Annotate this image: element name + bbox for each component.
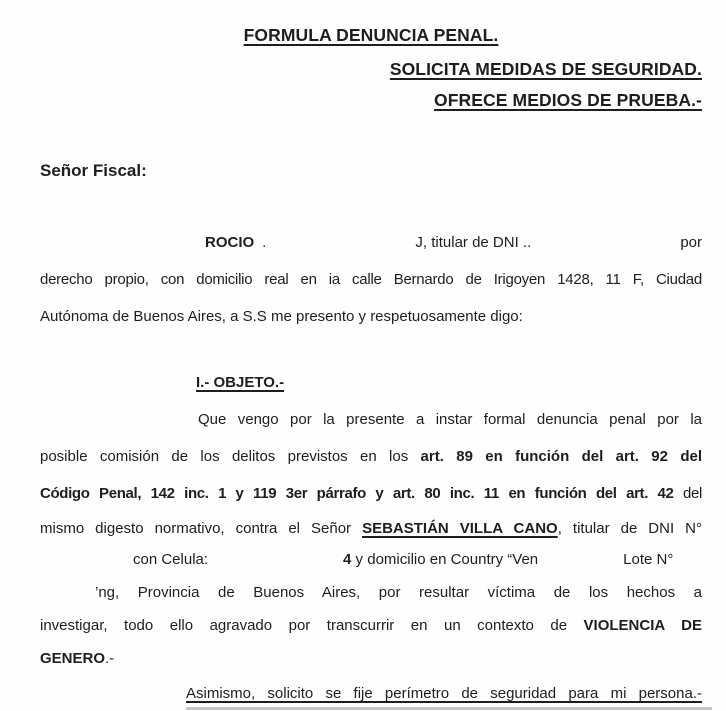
objeto-line4-end: , titular de DNI N° [557, 520, 702, 537]
intro-line-3 [40, 306, 702, 328]
phone-last-digit: 4 [343, 551, 352, 568]
objeto-line-3 [40, 483, 702, 505]
genero-end: .- [105, 650, 115, 667]
objeto-line4-start: mismo digesto normativo, contra el Señor [40, 520, 363, 537]
redaction-gap [40, 563, 133, 564]
objeto-line3-articles: Código Penal, 142 inc. 1 y 119 3er párrafo y art. 80 inc. 11 en función del art. 42 [40, 485, 674, 502]
objeto-line-7 [40, 615, 702, 637]
paragraph-indent [40, 386, 196, 387]
objeto-line1-text: Que vengo por la presente a instar formal denuncia penal por la [198, 411, 702, 428]
accused-name: SEBASTIÁN VILLA CANO [362, 520, 558, 537]
paragraph-indent [40, 246, 205, 247]
objeto-line6-text: ’ng, Provincia de Buenos Aires, por resultar víctima de los hechos a [95, 584, 702, 601]
doc-title-secondary-1 [40, 58, 702, 82]
doc-title-secondary-2-text: OFRECE MEDIOS DE PRUEBA.- [434, 90, 702, 110]
doc-title-main [40, 24, 702, 48]
celular-label: con Celula: [133, 551, 209, 568]
genero-bold: GENERO [40, 650, 106, 667]
intro-line-2 [40, 269, 702, 291]
closing-request [40, 683, 702, 705]
address-fragment-text: y domicilio en Country “Ven [351, 551, 539, 568]
complainant-name: ROCIO [205, 234, 255, 251]
objeto-line-5 [40, 549, 702, 571]
paragraph-indent [40, 697, 186, 698]
objeto-line-2 [40, 446, 702, 468]
objeto-line-6 [40, 582, 702, 604]
intro-line1-end: por [680, 234, 702, 251]
objeto-line7-regular: investigar, todo ello agravado por transcurrir en un contexto de [40, 617, 584, 634]
redaction-gap [538, 563, 623, 564]
redaction-gap [208, 563, 343, 564]
salutation [40, 160, 702, 183]
redaction-gap [40, 596, 95, 597]
dni-fragment: J, titular de DNI .. [415, 234, 532, 251]
doc-title-secondary-2 [40, 89, 702, 113]
doc-title-main-text: FORMULA DENUNCIA PENAL. [243, 25, 499, 45]
closing-request-text: Asimismo, solicito se fije perímetro de seguridad para mi persona.- [186, 685, 702, 702]
salutation-text: Señor Fiscal: [40, 161, 147, 180]
intro-line-1 [40, 232, 702, 254]
lote-label: Lote N° [623, 551, 674, 568]
objeto-line3-end: del [673, 485, 702, 502]
violencia-bold: VIOLENCIA DE [583, 617, 702, 634]
intro-line3-text: Autónoma de Buenos Aires, a S.S me presento y respetuosamente digo: [40, 308, 523, 325]
objeto-line-4 [40, 518, 702, 540]
doc-title-secondary-1-text: SOLICITA MEDIDAS DE SEGURIDAD. [389, 59, 702, 79]
intro-line2-text: derecho propio, con domicilio real en ia calle Bernardo de Irigoyen 1428, 11 F, Ciudad [40, 271, 702, 288]
objeto-line-1 [40, 409, 702, 431]
name-dot: . [262, 234, 267, 251]
section-objeto-heading [40, 372, 702, 394]
objeto-line2-regular: posible comisión de los delitos previstos en los [40, 448, 421, 465]
address-fragment [343, 549, 538, 571]
next-line-cutoff [186, 707, 712, 710]
objeto-line-8 [40, 648, 702, 670]
paragraph-indent [40, 423, 198, 424]
section-objeto-heading-text: I.- OBJETO.- [196, 374, 285, 391]
objeto-line2-articles: art. 89 en función del art. 92 del [420, 448, 702, 465]
